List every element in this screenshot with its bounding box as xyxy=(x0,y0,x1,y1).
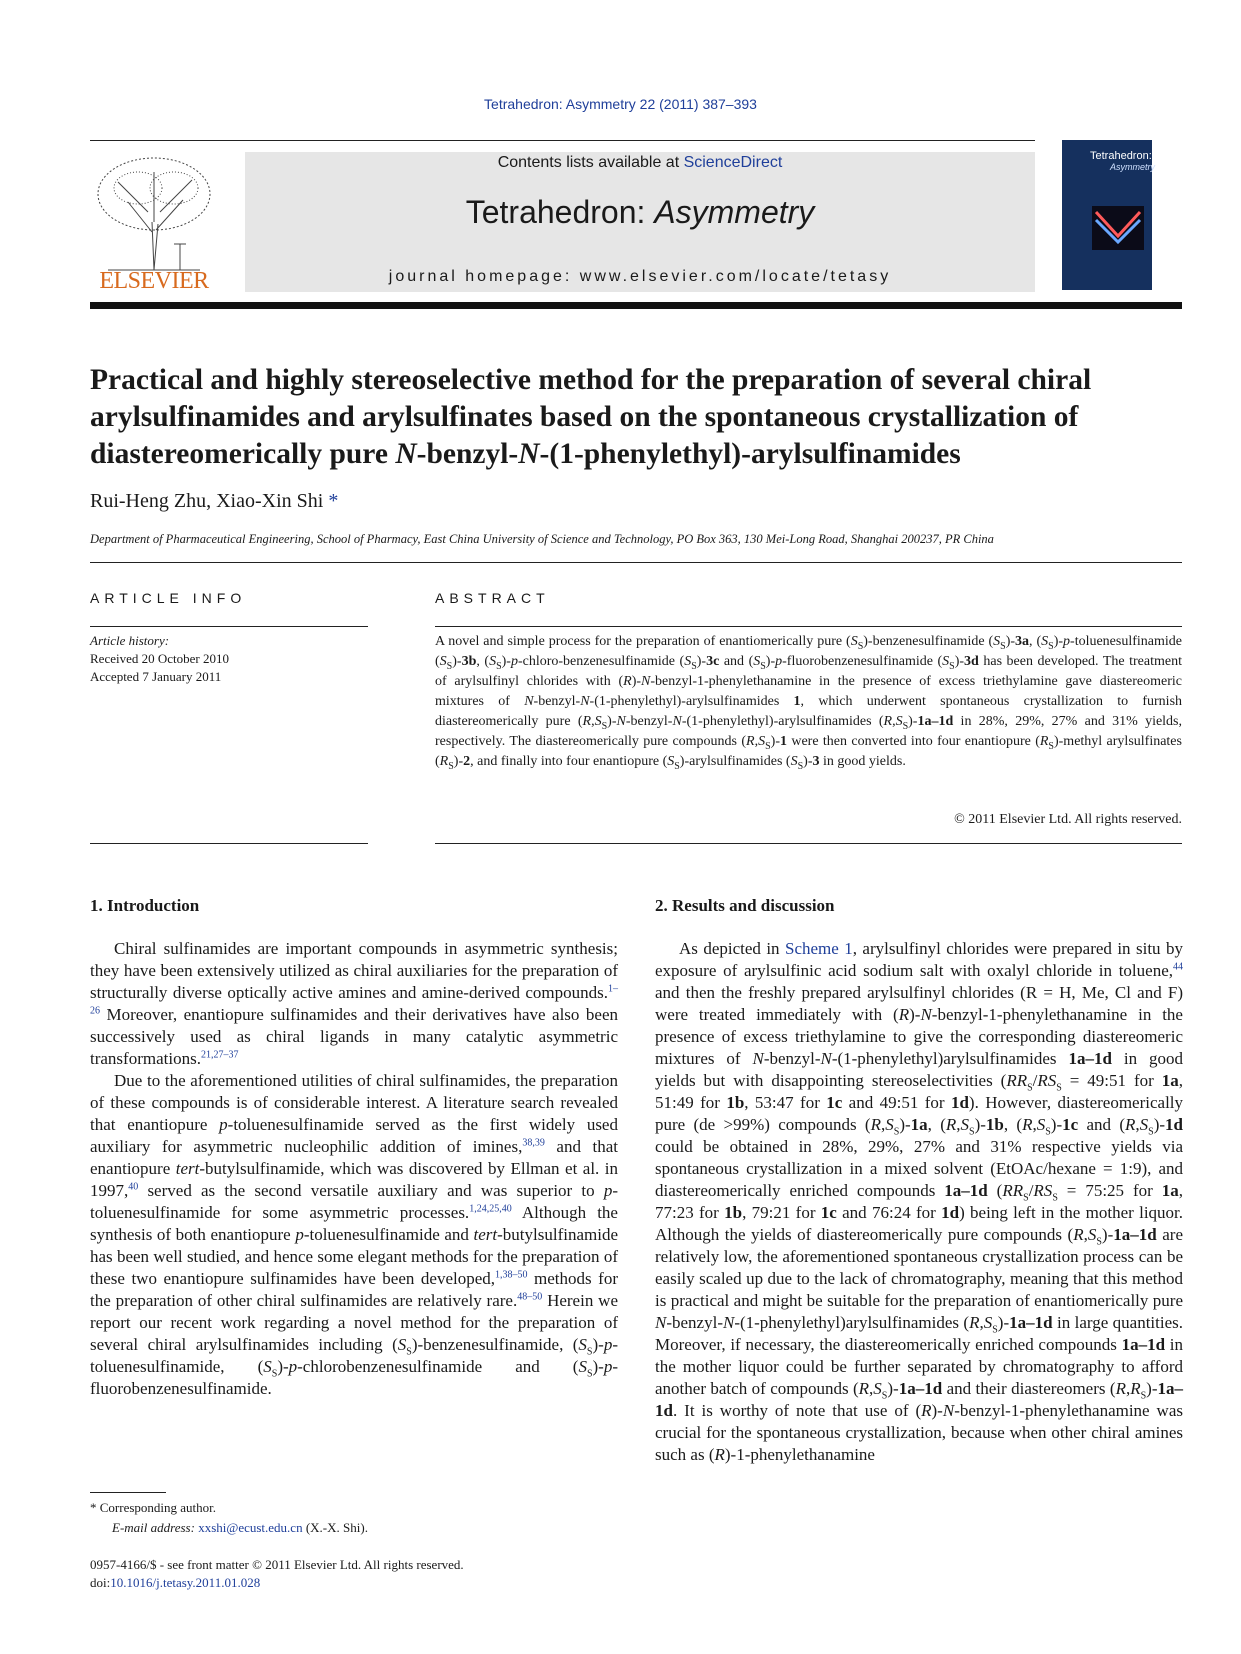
introduction-column xyxy=(90,938,618,1400)
intro-paragraph: Chiral sulfinamides are important compounds in asymmetric synthesis; they have been extensively utilized as chiral auxiliaries for the preparation of structurally diverse optically active amines and amine-derived compounds.$^{1-26}$ Moreover, enantiopure sulfinamides and their derivatives have also been successively used as chiral ligands in many catalytic asymmetric transformations.$^{21,27-37}$ xyxy=(90,939,618,1068)
abstract-copyright: © 2011 Elsevier Ltd. All rights reserved. xyxy=(954,812,1182,827)
journal-homepage[interactable]: journal homepage: www.elsevier.com/locate/tetasy xyxy=(388,268,892,285)
abstract-bottom-rule xyxy=(435,843,1182,844)
publisher-logo-text: ELSEVIER xyxy=(99,268,209,294)
cover-subtitle: Asymmetry xyxy=(1110,162,1155,172)
footnote: * Corresponding author. E-mail address: xxshi@ecust.edu.cn (X.-X. Shi). xyxy=(90,1500,368,1535)
article-authors: Rui-Heng Zhu, Xiao-Xin Shi * xyxy=(90,490,339,512)
footnote-corresponding: Corresponding author. xyxy=(99,1500,217,1515)
footnote-mark: * xyxy=(90,1500,97,1515)
history-label: Article history: xyxy=(90,633,170,648)
article-title: Practical and highly stereoselective method for the preparation of several chiral arylsulfinamides and arylsulfinates based on the spontaneous crystallization of diastereomerically pure N-benzyl-N-(1-phenylethyl)-arylsulfinamides xyxy=(90,364,1092,470)
cover-title: Tetrahedron: xyxy=(1090,150,1152,162)
abstract-rule xyxy=(435,626,1182,627)
journal-name: Tetrahedron: Asymmetry xyxy=(465,194,815,230)
header-thick-rule xyxy=(90,302,1182,309)
journal-cover-image xyxy=(1062,140,1155,290)
issn-block: 0957-4166/$ - see front matter © 2011 Elsevier Ltd. All rights reserved. doi:10.1016/j.tetasy.2011.01.028 xyxy=(90,1557,464,1590)
intro-paragraph: Due to the aforementioned utilities of chiral sulfinamides, the preparation of these compounds is of considerable interest. A literature search revealed that enantiopure p-toluenesulfinamide served as the first widely used auxiliary for asymmetric nucleophilic addition of imines,$^{38,39}$ and that enantiopure tert-butylsulfinamide, which was discovered by Ellman et al. in 1997,40 served as the second versatile auxiliary and was superior to p-toluenesulfinamide for some asymmetric processes.$^{1,24,25,40}$ Although the synthesis of both enantiopure p-toluenesulfinamide and tert-butylsulfinamide has been well studied, and hence some elegant methods for the preparation of these two enantiopure sulfinamides have been developed,$^{1,38-50}$ methods for the preparation of other chiral sulfinamides are relatively rare.$^{48-50}$ Herein we report our recent work regarding a novel method for the preparation of several chiral arylsulfinamides including $(S_S)$-benzenesulfinamide, $(S_S)-p$-toluenesulfinamide, $(S_S)-p$-chlorobenzenesulfinamide and $(S_S)-p$-fluorobenzenesulfinamide. xyxy=(90,1071,618,1398)
article-history xyxy=(90,632,229,686)
header-rule xyxy=(90,140,1035,141)
author-affiliation: Department of Pharmaceutical Engineering, School of Pharmacy, East China University of Science and Technology, PO Box 363, 130 Mei-Long Road, Shanghai 200237, PR China xyxy=(90,532,994,546)
received-date: Received 20 October 2010 xyxy=(90,651,229,666)
introduction-heading: 1. Introduction xyxy=(90,896,200,915)
abstract-text: A novel and simple process for the preparation of enantiomerically pure $(S_S)$-benzenesulfinamide $(S_S)-3a$, $(S_S)-p$-toluenesulfinamide $(S_S)-3b$, $(S_S)-p-chloro$-benzenesulfinamide $(S_S)-3c$ and $(S_S)-p$-fluorobenzenesulfinamide $(S_S)-3d$ has been developed. The treatment of arylsulfinyl chlorides with (R)-N-benzyl-1-phenylethanamine in the presence of excess triethylamine gave diastereomeric mixtures of N-benzyl-N-(1-phenylethyl)-arylsulfinamides 1, which underwent spontaneous crystallization to furnish diastereomerically pure $(R,S_S)-N-benzyl-N-(1-phenylethyl)$-arylsulfinamides $(R,S_S)-1a-1d$ in 28%, 29%, 27% and 31% yields, respectively. The diastereomerically pure compounds $(R,S_S)-1$ were then converted into four enantiopure $(R_S)$-methyl arylsulfinates $(R_S)-2$, and finally into four enantiopure $(S_S)$-arylsulfinamides $(S_S)-3$ in good yields. xyxy=(435,634,1183,772)
sciencedirect-link[interactable]: ScienceDirect xyxy=(683,154,783,171)
cover-graphic xyxy=(1092,206,1144,250)
results-paragraph: As depicted in Scheme 1, arylsulfinyl chlorides were prepared in situ by exposure of arylsulfinic acid sodium salt with oxalyl chloride in toluene,$^{44}$ and then the freshly prepared arylsulfinyl chlorides (R = H, Me, Cl and F) were treated immediately with (R)-N-benzyl-1-phenylethanamine in the presence of excess triethylamine to give the corresponding diastereomeric mixtures of N-benzyl-N-(1-phenylethyl)arylsulfinamides 1a–1d in good yields but with disappointing stereoselectivities ($RR_S/RS_S$ = 49:51 for 1a, 51:49 for 1b, 53:47 for 1c and 49:51 for 1d). However, diastereomerically pure (de >99%) compounds $(R,S_S)-1a$, $(R,S_S)-1b$, $(R,S_S)-1c$ and $(R,S_S)-1d$ could be obtained in 28%, 29%, 27% and 31% respective yields via spontaneous crystallization in a mixed solvent (EtOAc/hexane = 1:9), and diastereomerically enriched compounds 1a–1d ($RR_S/RS_S$ = 75:25 for 1a, 77:23 for 1b, 79:21 for 1c and 76:24 for 1d) being left in the mother liquor. Although the yields of diastereomerically pure compounds $(R,S_S)-1a-1d$ are relatively low, the aforementioned spontaneous crystallization process can be easily scaled up due to the lack of chromatography, meaning that this method is practical and might be suitable for the preparation of enantiomerically pure N-benzyl-N-(1-phenylethyl)arylsulfinamides $(R,S_S)-1a-1d$ in large quantities. Moreover, if necessary, the diastereomerically enriched compounds 1a–1d in the mother liquor could be further separated by chromatography to afford another batch of compounds $(R,S_S)-1a-1d$ and their diastereomers $(R,R_S)-1a-1d$. It is worthy of note that use of (R)-N-benzyl-1-phenylethanamine was crucial for the spontaneous crystallization, because when other chiral amines such as (R)-1-phenylethanamine xyxy=(655,939,1184,1464)
article-info-rule xyxy=(90,626,368,627)
contents-line: Contents lists available at ScienceDirect xyxy=(497,154,783,171)
accepted-date: Accepted 7 January 2011 xyxy=(90,669,222,684)
front-matter-line: 0957-4166/$ - see front matter © 2011 Elsevier Ltd. All rights reserved. xyxy=(90,1557,464,1572)
corresponding-author-mark[interactable]: * xyxy=(328,490,339,512)
affiliation-rule xyxy=(90,562,1182,563)
scheme-1-link[interactable]: Scheme 1 xyxy=(785,939,853,958)
article-info-heading: ARTICLE INFO xyxy=(90,590,247,606)
article-info-bottom-rule xyxy=(90,843,368,844)
author-email-link[interactable]: xxshi@ecust.edu.cn xyxy=(198,1520,303,1535)
doi-link[interactable]: 10.1016/j.tetasy.2011.01.028 xyxy=(110,1575,261,1590)
footnote-rule xyxy=(90,1492,166,1493)
results-heading: 2. Results and discussion xyxy=(655,896,835,915)
journal-citation[interactable]: Tetrahedron: Asymmetry 22 (2011) 387–393 xyxy=(484,96,757,112)
results-column xyxy=(655,938,1183,1466)
abstract-heading: ABSTRACT xyxy=(435,590,550,606)
